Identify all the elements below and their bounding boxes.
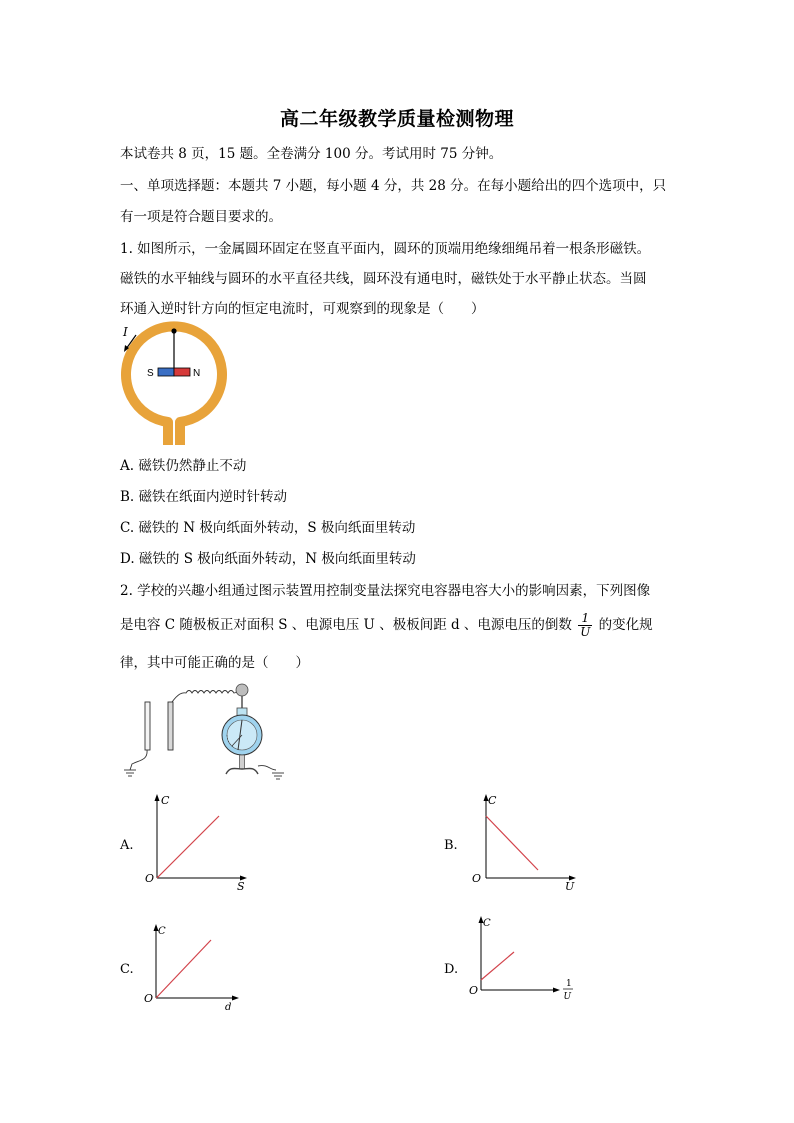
right-ground-symbol bbox=[272, 773, 284, 779]
graph-c-x-arrow bbox=[232, 996, 239, 1001]
fraction-denominator: U bbox=[580, 625, 591, 639]
graph-b-label[interactable]: B. bbox=[444, 838, 458, 853]
graph-b-xlabel: U bbox=[565, 880, 575, 893]
graph-c[interactable] bbox=[143, 922, 253, 1017]
electroscope-feet bbox=[226, 768, 258, 774]
q1-option-b: B. 磁铁在纸面内逆时针转动 bbox=[120, 489, 288, 505]
section-heading-line2: 有一项是符合题目要求的。 bbox=[120, 209, 282, 225]
north-pole-label: N bbox=[193, 368, 201, 379]
left-ground-symbol bbox=[124, 770, 136, 776]
graph-a-ylabel: C bbox=[161, 794, 170, 807]
graph-a-label[interactable]: A. bbox=[120, 838, 134, 853]
graph-a-origin: O bbox=[145, 872, 155, 885]
fixed-plate bbox=[145, 702, 150, 750]
graph-a-line bbox=[157, 816, 219, 878]
movable-plate bbox=[168, 702, 173, 750]
q1-text-line1: 1. 如图所示，一金属圆环固定在竖直平面内，圆环的顶端用绝缘细绳吊着一根条形磁铁。 bbox=[120, 241, 651, 257]
graph-d-line bbox=[481, 952, 514, 980]
graph-a-xlabel: S bbox=[237, 880, 245, 893]
graph-c-line bbox=[156, 940, 211, 998]
graph-d-origin: O bbox=[469, 984, 479, 997]
q2-text-line2-part1: 是电容 C 随极板正对面积 S 、电源电压 U 、极板间距 d 、电源电压的倒数 bbox=[120, 617, 572, 633]
graph-b[interactable] bbox=[472, 792, 592, 892]
q2-text-line3: 律，其中可能正确的是（ ） bbox=[120, 655, 309, 671]
right-ground-wire bbox=[258, 766, 276, 770]
graph-a-y-arrow bbox=[155, 794, 160, 801]
q2-text-line2-part2: 的变化规 bbox=[598, 617, 653, 633]
graph-d-label[interactable]: D. bbox=[444, 962, 459, 977]
graph-d[interactable] bbox=[468, 914, 588, 1009]
magnet-north-pole bbox=[174, 368, 190, 376]
graph-a[interactable] bbox=[143, 792, 263, 892]
graph-b-origin: O bbox=[472, 872, 482, 885]
left-ground-wire bbox=[130, 750, 147, 770]
graph-c-ylabel: C bbox=[158, 926, 166, 937]
graph-b-ylabel: C bbox=[488, 794, 497, 807]
q1-ring-figure bbox=[118, 322, 238, 452]
connecting-coil-wire bbox=[172, 691, 238, 703]
page-title: 高二年级教学质量检测物理 bbox=[279, 108, 514, 130]
magnet-south-pole bbox=[158, 368, 174, 376]
q2-text-line1: 2. 学校的兴趣小组通过图示装置用控制变量法探究电容器电容大小的影响因素，下列图像 bbox=[120, 583, 651, 599]
electroscope-ball bbox=[236, 684, 248, 696]
q2-text-line2 bbox=[120, 612, 653, 639]
graph-d-ylabel: C bbox=[483, 918, 491, 929]
section-heading-line1: 一、单项选择题：本题共 7 小题，每小题 4 分，共 28 分。在每小题给出的四个选项中，只 bbox=[120, 178, 667, 194]
electroscope-stand bbox=[240, 755, 245, 769]
thread-knot bbox=[171, 328, 176, 333]
graph-c-xlabel: d bbox=[225, 1002, 232, 1013]
graph-c-label[interactable]: C. bbox=[120, 962, 134, 977]
fraction-numerator: 1 bbox=[578, 612, 592, 626]
q2-capacitor-apparatus bbox=[120, 680, 290, 780]
graph-d-xlabel-numerator: 1 bbox=[566, 979, 572, 989]
q1-option-a: A. 磁铁仍然静止不动 bbox=[120, 458, 247, 474]
reciprocal-fraction bbox=[578, 612, 592, 639]
q1-option-c: C. 磁铁的 N 极向纸面外转动，S 极向纸面里转动 bbox=[120, 520, 416, 536]
graph-b-line bbox=[486, 816, 538, 870]
q1-text-line2: 磁铁的水平轴线与圆环的水平直径共线，圆环没有通电时，磁铁处于水平静止状态。当圆 bbox=[120, 271, 647, 287]
graph-d-x-arrow bbox=[553, 988, 560, 993]
south-pole-label: S bbox=[147, 368, 154, 379]
current-label: I bbox=[123, 325, 128, 339]
graph-c-origin: O bbox=[144, 992, 154, 1005]
q1-option-d: D. 磁铁的 S 极向纸面外转动，N 极向纸面里转动 bbox=[120, 551, 416, 567]
graph-d-xlabel-denominator: U bbox=[563, 992, 572, 1002]
exam-intro: 本试卷共 8 页，15 题。全卷满分 100 分。考试用时 75 分钟。 bbox=[120, 146, 503, 162]
q1-text-line3: 环通入逆时针方向的恒定电流时，可观察到的现象是（ ） bbox=[120, 301, 485, 317]
